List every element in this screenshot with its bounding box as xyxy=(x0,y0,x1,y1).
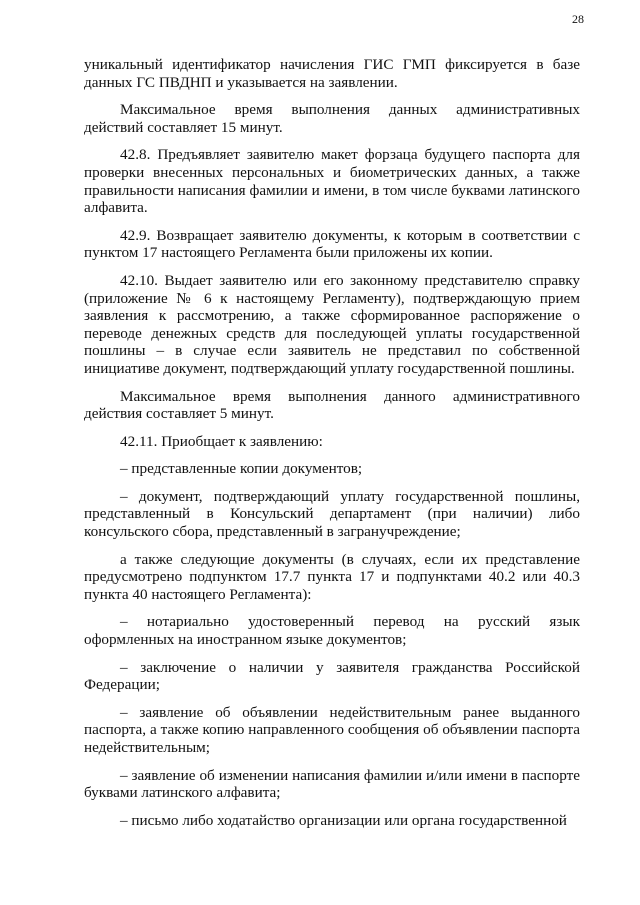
list-item: – документ, подтверждающий уплату государственной пошлины, представленный в Консульский департамент (при наличии) либо консульского сбора, представленный в загранучреждение; xyxy=(84,487,580,541)
list-item: – представленные копии документов; xyxy=(120,460,363,478)
list-item: – нотариально удостоверенный перевод на русский язык оформленных на иностранном языке документов; xyxy=(84,613,580,649)
list-item: – заявление об изменении написания фамилии и/или имени в паспорте буквами латинского алфавита; xyxy=(84,766,580,802)
list-item: – заявление об объявлении недействительным ранее выданного паспорта, а также копию направленного сообщения об объявлении паспорта недействительным; xyxy=(84,703,580,756)
list-item: – заключение о наличии у заявителя гражданства Российской Федерации; xyxy=(84,658,580,694)
list-item: – письмо либо ходатайство организации или органа государственной xyxy=(120,811,567,829)
paragraph: а также следующие документы (в случаях, если их представление предусмотрено подпунктом 17.7 пункта 17 и подпунктами 40.2 или 40.3 пункта 40 настоящего Регламента): xyxy=(84,550,580,603)
paragraph: Максимальное время выполнения данных административных действий составляет 15 минут. xyxy=(84,101,580,136)
paragraph: 42.9. Возвращает заявителю документы, к которым в соответствии с пунктом 17 настоящего Регламента были приложены их копии. xyxy=(84,226,580,262)
paragraph: Максимальное время выполнения данного административного действия составляет 5 минут. xyxy=(84,387,580,423)
document-body xyxy=(84,56,580,839)
paragraph: 42.10. Выдает заявителю или его законному представителю справку (приложение № 6 к настоящему Регламенту), подтверждающую прием заявления к рассмотрению, а также сформированное распоряжение о переводе денежных средств для последующей уплаты государственной пошлины – в случае если заявитель не представил по собственной инициативе документ, подтверждающий уплату государственной пошлины. xyxy=(84,271,580,377)
paragraph: 42.11. Приобщает к заявлению: xyxy=(120,432,323,450)
page-number: 28 xyxy=(572,12,584,26)
paragraph: 42.8. Предъявляет заявителю макет форзаца будущего паспорта для проверки внесенных персональных и биометрических данных, а также правильности написания фамилии и имени, в том числе буквами латинского алфавита. xyxy=(84,146,580,217)
paragraph: уникальный идентификатор начисления ГИС ГМП фиксируется в базе данных ГС ПВДНП и указывается на заявлении. xyxy=(84,56,580,91)
